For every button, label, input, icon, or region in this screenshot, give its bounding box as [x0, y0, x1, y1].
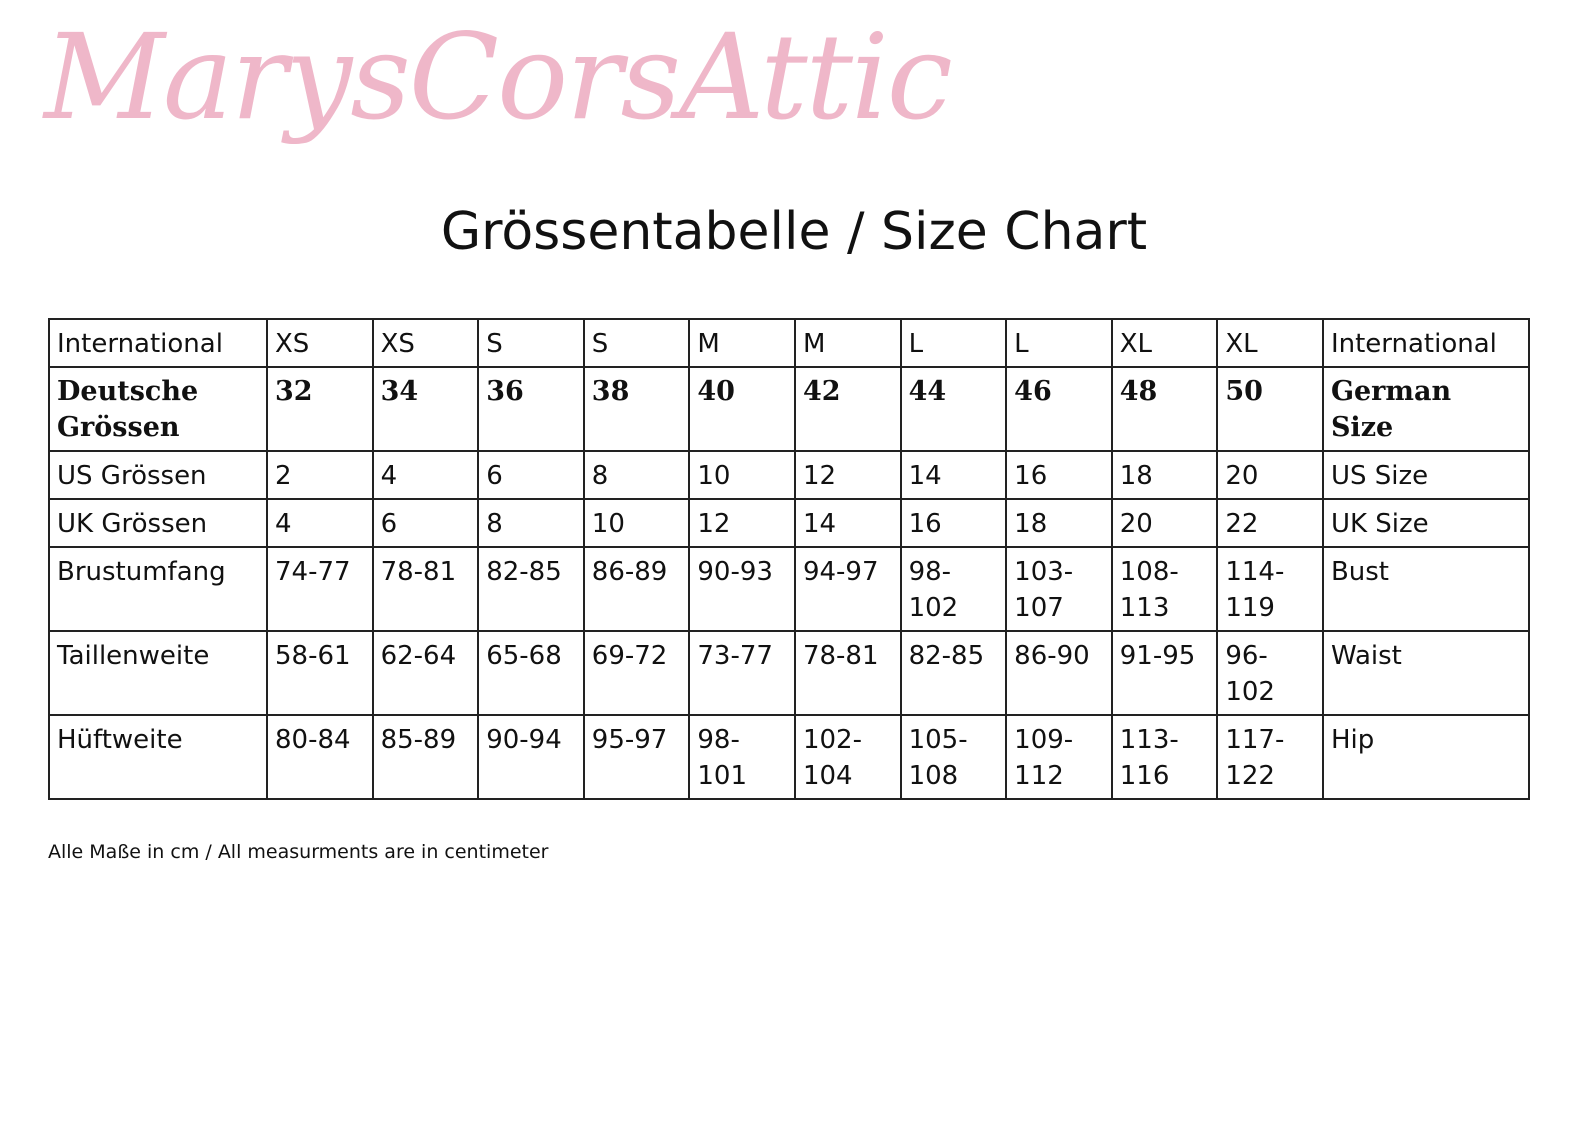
table-cell: 58-61: [267, 631, 373, 715]
row-label-english: Waist: [1323, 631, 1529, 715]
table-cell: L: [901, 319, 1007, 367]
row-label: International: [49, 319, 267, 367]
measurement-footnote: Alle Maße in cm / All measurments are in centimeter: [48, 841, 549, 863]
table-cell: 36: [478, 367, 584, 451]
table-cell: 86-89: [584, 547, 690, 631]
table-cell: 12: [689, 499, 795, 547]
table-cell: 8: [478, 499, 584, 547]
table-cell: 82-85: [901, 631, 1007, 715]
row-label: Hüftweite: [49, 715, 267, 799]
row-label: UK Grössen: [49, 499, 267, 547]
table-cell: 18: [1006, 499, 1112, 547]
table-cell: 95-97: [584, 715, 690, 799]
table-cell: L: [1006, 319, 1112, 367]
table-cell: 96-102: [1217, 631, 1323, 715]
table-cell: S: [478, 319, 584, 367]
table-cell: 117-122: [1217, 715, 1323, 799]
table-cell: XS: [267, 319, 373, 367]
table-cell: 48: [1112, 367, 1218, 451]
table-cell: 16: [901, 499, 1007, 547]
row-label: Deutsche Grössen: [49, 367, 267, 451]
table-cell: 80-84: [267, 715, 373, 799]
row-label: Brustumfang: [49, 547, 267, 631]
table-cell: 69-72: [584, 631, 690, 715]
page-title: Grössentabelle / Size Chart: [440, 202, 1148, 262]
row-label-english: International: [1323, 319, 1529, 367]
table-cell: 90-94: [478, 715, 584, 799]
table-row: [49, 715, 1529, 799]
row-label-english: UK Size: [1323, 499, 1529, 547]
table-cell: XS: [373, 319, 479, 367]
table-cell: 74-77: [267, 547, 373, 631]
table-cell: 85-89: [373, 715, 479, 799]
table-cell: 12: [795, 451, 901, 499]
table-row: [49, 367, 1529, 451]
table-cell: 62-64: [373, 631, 479, 715]
table-cell: XL: [1112, 319, 1218, 367]
row-label-english: German Size: [1323, 367, 1529, 451]
row-label-english: US Size: [1323, 451, 1529, 499]
table-cell: 50: [1217, 367, 1323, 451]
table-cell: 114-119: [1217, 547, 1323, 631]
table-cell: 6: [373, 499, 479, 547]
table-cell: M: [689, 319, 795, 367]
table-row: [49, 319, 1529, 367]
table-cell: 98-101: [689, 715, 795, 799]
size-table-body: [49, 319, 1529, 799]
table-cell: 94-97: [795, 547, 901, 631]
table-cell: XL: [1217, 319, 1323, 367]
table-cell: 6: [478, 451, 584, 499]
table-cell: 4: [267, 499, 373, 547]
table-row: [49, 547, 1529, 631]
brand-logo: MarysCorsAttic: [44, 8, 951, 146]
table-cell: 102-104: [795, 715, 901, 799]
table-cell: 22: [1217, 499, 1323, 547]
table-cell: 18: [1112, 451, 1218, 499]
table-cell: 86-90: [1006, 631, 1112, 715]
table-cell: 90-93: [689, 547, 795, 631]
table-cell: 73-77: [689, 631, 795, 715]
table-cell: 20: [1217, 451, 1323, 499]
table-row: [49, 499, 1529, 547]
size-chart-table: [48, 318, 1530, 800]
row-label-english: Hip: [1323, 715, 1529, 799]
table-cell: 40: [689, 367, 795, 451]
table-cell: 91-95: [1112, 631, 1218, 715]
table-cell: 10: [689, 451, 795, 499]
table-cell: 109-112: [1006, 715, 1112, 799]
table-cell: 113-116: [1112, 715, 1218, 799]
table-cell: 8: [584, 451, 690, 499]
table-cell: 2: [267, 451, 373, 499]
table-cell: 14: [795, 499, 901, 547]
table-cell: 103-107: [1006, 547, 1112, 631]
table-cell: 108-113: [1112, 547, 1218, 631]
table-cell: 16: [1006, 451, 1112, 499]
table-cell: 78-81: [795, 631, 901, 715]
row-label: US Grössen: [49, 451, 267, 499]
table-cell: 34: [373, 367, 479, 451]
table-cell: 82-85: [478, 547, 584, 631]
row-label-english: Bust: [1323, 547, 1529, 631]
row-label: Taillenweite: [49, 631, 267, 715]
table-cell: 20: [1112, 499, 1218, 547]
table-cell: S: [584, 319, 690, 367]
table-cell: 4: [373, 451, 479, 499]
table-cell: 46: [1006, 367, 1112, 451]
table-cell: 42: [795, 367, 901, 451]
table-cell: 38: [584, 367, 690, 451]
table-cell: 105-108: [901, 715, 1007, 799]
table-cell: 44: [901, 367, 1007, 451]
table-cell: M: [795, 319, 901, 367]
table-cell: 14: [901, 451, 1007, 499]
table-row: [49, 631, 1529, 715]
table-cell: 65-68: [478, 631, 584, 715]
table-cell: 32: [267, 367, 373, 451]
table-cell: 78-81: [373, 547, 479, 631]
table-cell: 98-102: [901, 547, 1007, 631]
table-row: [49, 451, 1529, 499]
table-cell: 10: [584, 499, 690, 547]
